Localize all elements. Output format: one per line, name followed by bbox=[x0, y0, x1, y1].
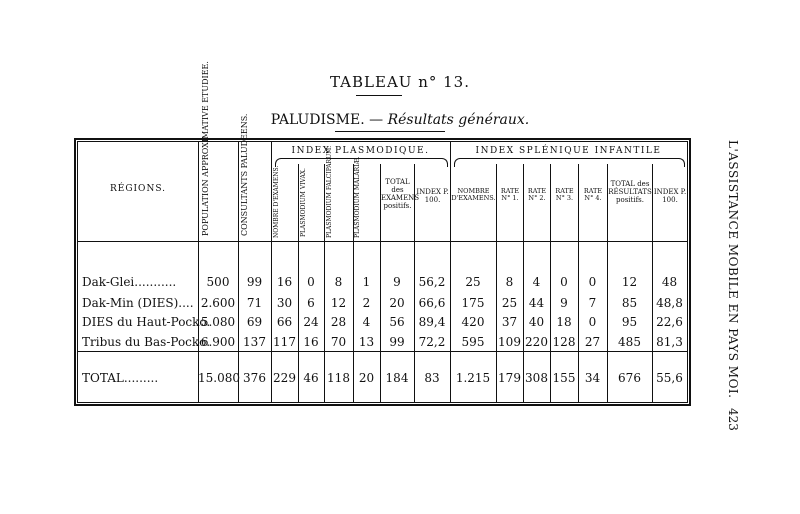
table-row-1-cell: 66,6 bbox=[418, 296, 446, 310]
table-row-3-cell: 27 bbox=[584, 335, 601, 349]
table-row-0-cell: 4 bbox=[532, 275, 541, 289]
header-population: POPULATION APPROXIMATIVE ÉTUDIÉE. bbox=[201, 61, 210, 236]
table-row-3-cell: 128 bbox=[552, 335, 576, 349]
table-row-3-cell: 117 bbox=[273, 335, 296, 349]
table-row-2-cell: 89,4 bbox=[418, 315, 446, 329]
table-row-0-cell: 12 bbox=[621, 275, 638, 289]
header-total-resultats: TOTAL des RÉSULTATS positifs. bbox=[608, 180, 652, 205]
header-nombre-examens: NOMBRE D'EXAMENS. bbox=[273, 165, 280, 238]
table-row-1-cell: 2.600 bbox=[200, 296, 236, 310]
table-row-1-cell: 2 bbox=[362, 296, 371, 310]
table-row-1-cell: 71 bbox=[246, 296, 263, 310]
table-row-2-cell: 37 bbox=[501, 315, 518, 329]
total-row-cell: 55,6 bbox=[656, 371, 683, 385]
table-row-3-cell: 485 bbox=[618, 335, 641, 349]
table-row-3-cell: 70 bbox=[330, 335, 347, 349]
table-row-2-cell: 69 bbox=[246, 315, 263, 329]
header-index-p100-2: INDEX P. 100. bbox=[653, 188, 687, 205]
total-row-cell: 34 bbox=[584, 371, 601, 385]
table-row-0-cell: 0 bbox=[307, 275, 315, 289]
table-row-0-cell: 0 bbox=[588, 275, 597, 289]
table-row-2-cell: 22,6 bbox=[656, 315, 683, 329]
subtitle-italic: Résultats généraux. bbox=[387, 112, 530, 128]
total-row-cell: 20 bbox=[358, 371, 375, 385]
table-row-0-cell: 16 bbox=[276, 275, 293, 289]
table-row-2-cell: 66 bbox=[276, 315, 293, 329]
table-row-1-cell: 20 bbox=[389, 296, 405, 310]
table-row-1-cell: 30 bbox=[276, 296, 293, 310]
table-row-1-cell: 175 bbox=[461, 296, 485, 310]
total-row-cell: 118 bbox=[327, 371, 350, 385]
header-consultants: CONSULTANTS PALUDÉENS. bbox=[240, 113, 249, 236]
table-title: TABLEAU n° 13. bbox=[330, 73, 470, 91]
table-row-0-cell: 25 bbox=[465, 275, 481, 289]
table-row-3-cell: 595 bbox=[461, 335, 485, 349]
table-row-0-cell: 56,2 bbox=[418, 275, 446, 289]
table-row-2-label: DIES du Haut-Pocko. bbox=[82, 315, 211, 329]
table-row-3-cell: 81,3 bbox=[656, 335, 683, 349]
table-row-2-cell: 0 bbox=[588, 315, 597, 329]
table-row-0-cell: 8 bbox=[334, 275, 343, 289]
table-row-2-cell: 24 bbox=[303, 315, 319, 329]
total-row-cell: 179 bbox=[498, 371, 521, 385]
total-row-cell: 15.080 bbox=[198, 371, 240, 385]
table-row-3-cell: 13 bbox=[358, 335, 375, 349]
table-row-0-cell: 8 bbox=[505, 275, 514, 289]
table-subtitle bbox=[0, 112, 800, 128]
total-row-cell: 229 bbox=[273, 371, 296, 385]
table-row-2-cell: 5.080 bbox=[200, 315, 236, 329]
table-row-0-label: Dak-Glei........... bbox=[82, 275, 177, 289]
table-row-1-cell: 6 bbox=[307, 296, 315, 310]
table-row-2-cell: 4 bbox=[362, 315, 371, 329]
total-row-cell: 1.215 bbox=[455, 371, 491, 385]
header-rate-3: RATE N° 3. bbox=[555, 187, 574, 203]
group-index-splenique: INDEX SPLÉNIQUE INFANTILE bbox=[475, 146, 662, 156]
table-row-3-cell: 72,2 bbox=[418, 335, 446, 349]
header-plasmodium-malariae: PLASMODIUM MALARIÆ. bbox=[354, 156, 361, 238]
table-row-0-cell: 500 bbox=[206, 275, 230, 289]
header-nombre-examens-2: NOMBRE D'EXAMENS. bbox=[451, 187, 496, 203]
total-row-cell: 46 bbox=[303, 371, 319, 385]
table-row-2-cell: 28 bbox=[330, 315, 347, 329]
table-row-3-cell: 137 bbox=[243, 335, 266, 349]
total-row-cell: 184 bbox=[385, 371, 409, 385]
table-row-3-cell: 99 bbox=[389, 335, 405, 349]
table-row-3-cell: 220 bbox=[525, 335, 548, 349]
table-row-3-cell: 109 bbox=[498, 335, 521, 349]
table-row-0-cell: 99 bbox=[246, 275, 263, 289]
table-row-1-cell: 25 bbox=[501, 296, 518, 310]
table-row-3-cell: 16 bbox=[303, 335, 319, 349]
table-row-1-cell: 48,8 bbox=[656, 296, 683, 310]
header-total-positifs: TOTAL des EXAMENS positifs. bbox=[381, 178, 420, 211]
total-row-cell: 676 bbox=[618, 371, 641, 385]
running-head: L'ASSISTANCE MOBILE EN PAYS MOI. bbox=[726, 140, 740, 399]
table-row-1-label: Dak-Min (DIES).... bbox=[82, 296, 194, 310]
table-row-2-cell: 18 bbox=[556, 315, 572, 329]
total-row-cell: 308 bbox=[525, 371, 548, 385]
header-rate-4: RATE N° 4. bbox=[583, 187, 603, 203]
header-plasmodium-falciparum: PLASMODIUM FALCIPARUM. bbox=[326, 145, 333, 238]
table-row-2-cell: 420 bbox=[461, 315, 485, 329]
table-row-0-cell: 1 bbox=[362, 275, 371, 289]
table-row-1-cell: 85 bbox=[621, 296, 638, 310]
table-row-3-label: Tribus du Bas-Pocko. bbox=[82, 335, 211, 349]
total-row-cell: 155 bbox=[552, 371, 576, 385]
total-row-cell: 83 bbox=[424, 371, 440, 385]
table-row-0-cell: 0 bbox=[560, 275, 568, 289]
table-row-1-cell: 44 bbox=[528, 296, 545, 310]
table-row-1-cell: 9 bbox=[560, 296, 568, 310]
table-row-2-cell: 40 bbox=[528, 315, 545, 329]
table-row-1-cell: 7 bbox=[588, 296, 597, 310]
total-row-label: TOTAL......... bbox=[82, 371, 159, 385]
title-rule bbox=[356, 95, 402, 96]
subtitle-main: PALUDISME. — bbox=[270, 112, 384, 128]
brace-plasmodique bbox=[275, 158, 448, 167]
table-row-2-cell: 56 bbox=[389, 315, 405, 329]
table-row-0-cell: 9 bbox=[393, 275, 401, 289]
table-row-3-cell: 6.900 bbox=[200, 335, 236, 349]
header-rate-2: RATE N° 2. bbox=[527, 187, 547, 203]
header-rate-1: RATE N° 1. bbox=[500, 187, 520, 203]
subtitle-rule bbox=[335, 131, 445, 132]
table-row-2-cell: 95 bbox=[621, 315, 638, 329]
header-plasmodium-vivax: PLASMODIUM VIVAX. bbox=[300, 168, 307, 238]
table-row-0-cell: 48 bbox=[661, 275, 678, 289]
header-regions: RÉGIONS. bbox=[109, 184, 167, 194]
table-row-1-cell: 12 bbox=[330, 296, 347, 310]
page-number: 423 bbox=[726, 408, 740, 431]
total-row-cell: 376 bbox=[243, 371, 266, 385]
brace-splenique bbox=[454, 158, 685, 167]
group-index-plasmodique: INDEX PLASMODIQUE. bbox=[291, 146, 430, 156]
header-index-p100: INDEX P. 100. bbox=[416, 188, 449, 205]
